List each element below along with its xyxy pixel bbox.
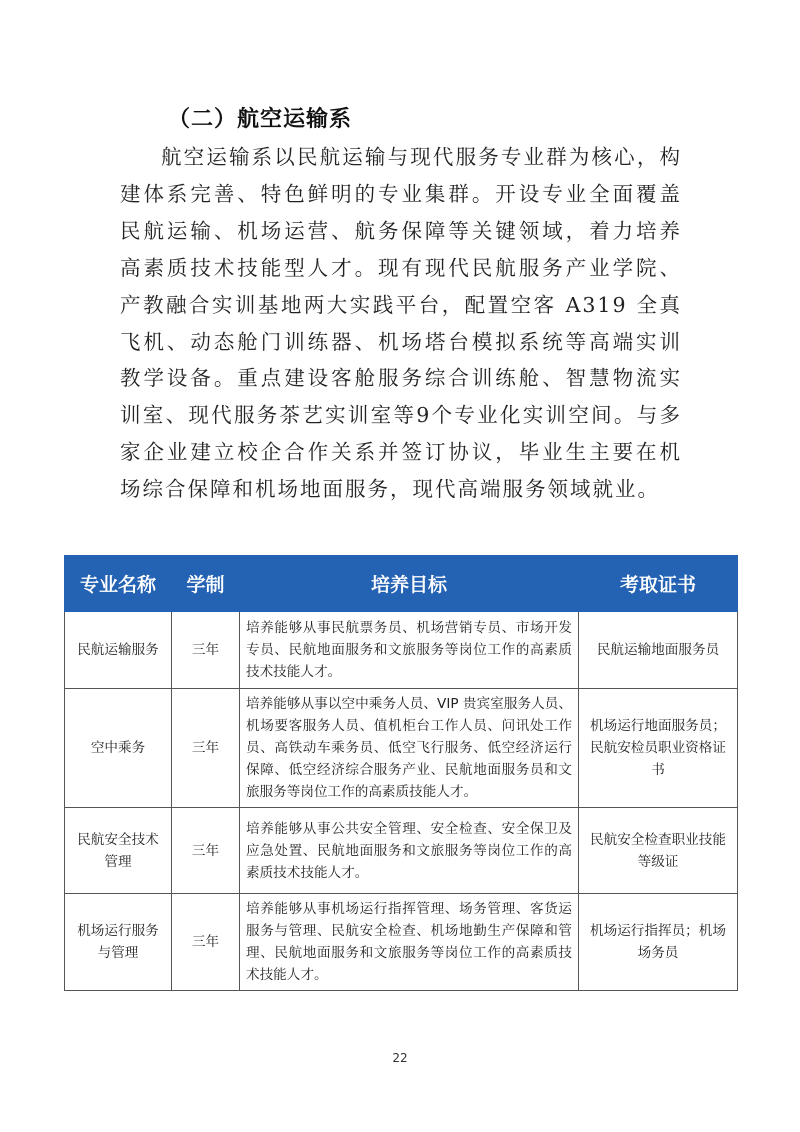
major-name-cell: 民航运输服务 [65,612,172,689]
certificate-cell: 机场运行地面服务员；民航安检员职业资格证书 [579,689,738,808]
table-row [65,894,738,991]
certificate-cell: 民航安全检查职业技能等级证 [579,808,738,894]
table-row [65,808,738,894]
training-goal-cell: 培养能够从事机场运行指挥管理、场务管理、客货运服务与管理、民航安全检查、机场地勤生产保障和管理、民航地面服务和文旅服务等岗位工作的高素质技术技能人才。 [240,894,579,991]
header-duration: 学制 [172,556,240,612]
major-name-cell: 民航安全技术管理 [65,808,172,894]
header-major-name: 专业名称 [65,556,172,612]
header-certificate: 考取证书 [579,556,738,612]
certificate-cell: 机场运行指挥员；机场场务员 [579,894,738,991]
training-goal-cell: 培养能够从事以空中乘务人员、VIP 贵宾室服务人员、机场要客服务人员、值机柜台工作人员、问讯处工作员、高铁动车乘务员、低空飞行服务、低空经济运行保障、低空经济综合服务产业、民航地面服务员和文旅服务等岗位工作的高素质技能人才。 [240,689,579,808]
duration-cell: 三年 [172,689,240,808]
table-row [65,689,738,808]
duration-cell: 三年 [172,612,240,689]
duration-cell: 三年 [172,808,240,894]
major-name-cell: 空中乘务 [65,689,172,808]
majors-table [64,555,738,991]
section-paragraph: 航空运输系以民航运输与现代服务专业群为核心，构建体系完善、特色鲜明的专业集群。开设专业全面覆盖民航运输、机场运营、航务保障等关键领域，着力培养高素质技术技能型人才。现有现代民航服务产业学院、产教融合实训基地两大实践平台，配置空客 A319 全真飞机、动态舱门训练器、机场塔台模拟系统等高端实训教学设备。重点建设客舱服务综合训练舱、智慧物流实训室、现代服务茶艺实训室等9个专业化实训空间。与多家企业建立校企合作关系并签订协议，毕业生主要在机场综合保障和机场地面服务，现代高端服务领域就业。 [120,145,682,502]
certificate-cell: 民航运输地面服务员 [579,612,738,689]
section-heading: （二）航空运输系 [168,107,353,132]
table-header-row [65,556,738,612]
duration-cell: 三年 [172,894,240,991]
major-name-cell: 机场运行服务与管理 [65,894,172,991]
page-number: 22 [392,1051,408,1065]
training-goal-cell: 培养能够从事公共安全管理、安全检查、安全保卫及应急处置、民航地面服务和文旅服务等岗位工作的高素质技术技能人才。 [240,808,579,894]
header-training-goal: 培养目标 [240,556,579,612]
table-row [65,612,738,689]
training-goal-cell: 培养能够从事民航票务员、机场营销专员、市场开发专员、民航地面服务和文旅服务等岗位工作的高素质技术技能人才。 [240,612,579,689]
